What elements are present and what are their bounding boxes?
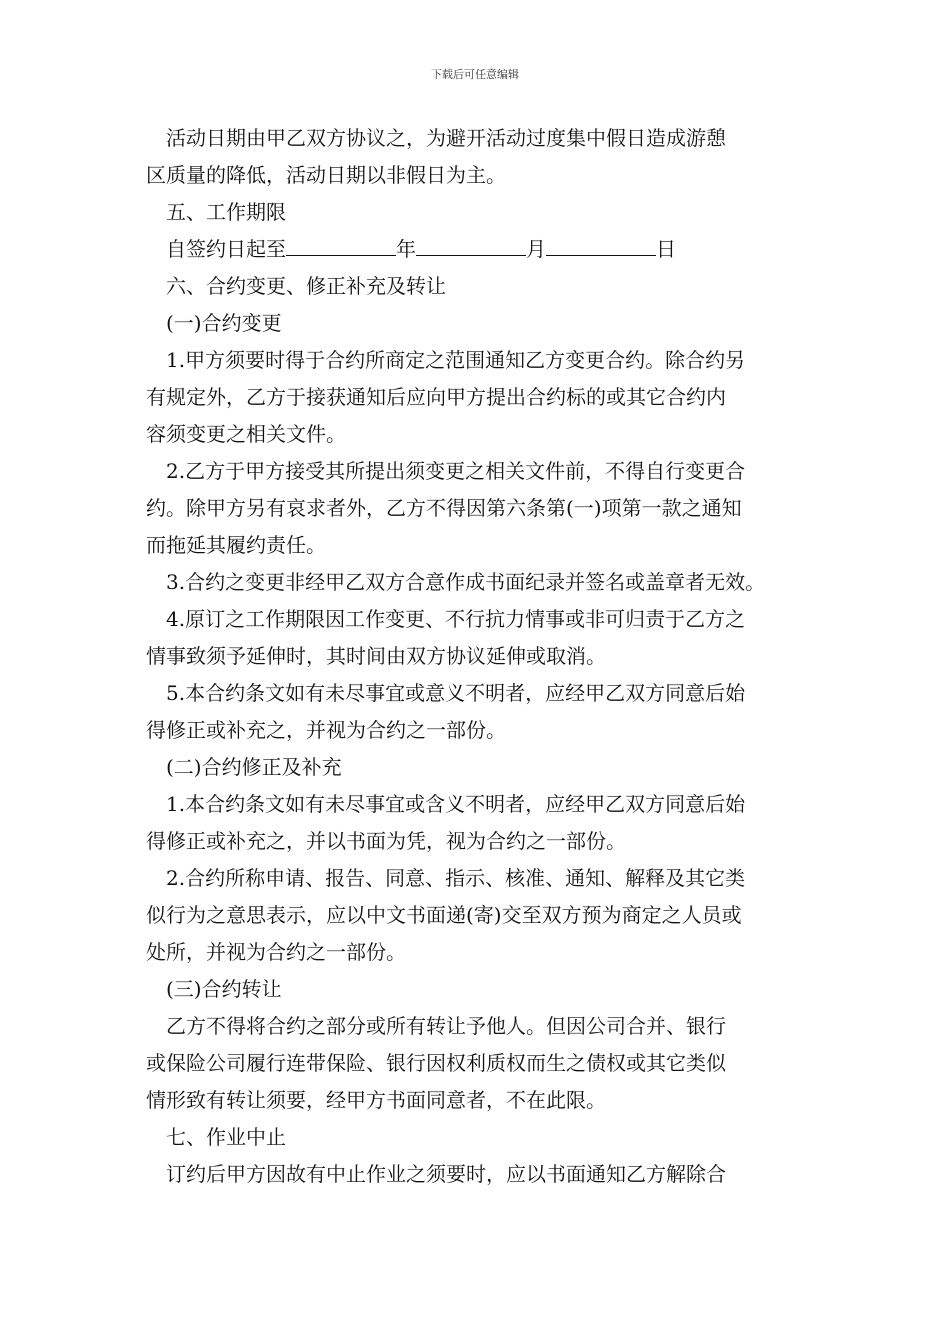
section-heading: 七、作业中止 — [166, 1125, 286, 1149]
date-month-label: 月 — [526, 237, 546, 261]
subsection-heading: (二)合约修正及补充 — [166, 755, 342, 779]
paragraph-line: 5.本合约条文如有未尽事宜或意义不明者，应经甲乙双方同意后始 — [166, 681, 746, 705]
subsection-heading: (一)合约变更 — [166, 311, 282, 335]
date-day-label: 日 — [656, 237, 676, 261]
paragraph-line: 情事致须予延伸时，其时间由双方协议延伸或取消。 — [146, 644, 606, 668]
section-heading: 五、工作期限 — [166, 200, 286, 224]
blank-year — [286, 231, 396, 256]
paragraph-line: 乙方不得将合约之部分或所有转让予他人。但因公司合并、银行 — [166, 1014, 726, 1038]
paragraph-line: 1.甲方须要时得于合约所商定之范围通知乙方变更合约。除合约另 — [166, 348, 746, 372]
paragraph-line: 2.乙方于甲方接受其所提出须变更之相关文件前，不得自行变更合 — [166, 459, 746, 483]
paragraph-line: 区质量的降低，活动日期以非假日为主。 — [146, 163, 506, 187]
paragraph-line: 有规定外，乙方于接获通知后应向甲方提出合约标的或其它合约内 — [146, 385, 726, 409]
paragraph-line: 情形致有转让须要，经甲方书面同意者，不在此限。 — [146, 1088, 606, 1112]
paragraph-line: 或保险公司履行连带保险、银行因权利质权而生之债权或其它类似 — [146, 1051, 726, 1075]
document-body — [146, 120, 816, 1193]
page-header: 下载后可任意编辑 — [431, 68, 519, 81]
paragraph-line: 处所，并视为合约之一部份。 — [146, 940, 406, 964]
section-heading: 六、合约变更、修正补充及转让 — [166, 274, 446, 298]
subsection-heading: (三)合约转让 — [166, 977, 282, 1001]
paragraph-line: 订约后甲方因故有中止作业之须要时，应以书面通知乙方解除合 — [166, 1162, 726, 1186]
date-year-label: 年 — [396, 237, 416, 261]
blank-day — [546, 231, 656, 256]
paragraph-line: 3.合约之变更非经甲乙双方合意作成书面纪录并签名或盖章者无效。 — [166, 570, 766, 594]
paragraph-line: 得修正或补充之，并以书面为凭，视为合约之一部份。 — [146, 829, 626, 853]
date-line — [146, 231, 816, 268]
paragraph-line: 2.合约所称申请、报告、同意、指示、核准、通知、解释及其它类 — [166, 866, 746, 890]
paragraph-line: 1.本合约条文如有未尽事宜或含义不明者，应经甲乙双方同意后始 — [166, 792, 746, 816]
date-prefix: 自签约日起至 — [166, 237, 286, 261]
paragraph-line: 活动日期由甲乙双方协议之，为避开活动过度集中假日造成游憩 — [166, 126, 726, 150]
paragraph-line: 得修正或补充之，并视为合约之一部份。 — [146, 718, 506, 742]
paragraph-line: 约。除甲方另有哀求者外，乙方不得因第六条第(一)项第一款之通知 — [146, 496, 742, 520]
paragraph-line: 4.原订之工作期限因工作变更、不行抗力情事或非可归责于乙方之 — [166, 607, 746, 631]
paragraph-line: 似行为之意思表示，应以中文书面递(寄)交至双方预为商定之人员或 — [146, 903, 742, 927]
paragraph-line: 容须变更之相关文件。 — [146, 422, 346, 446]
paragraph-line: 而拖延其履约责任。 — [146, 533, 326, 557]
blank-month — [416, 231, 526, 256]
